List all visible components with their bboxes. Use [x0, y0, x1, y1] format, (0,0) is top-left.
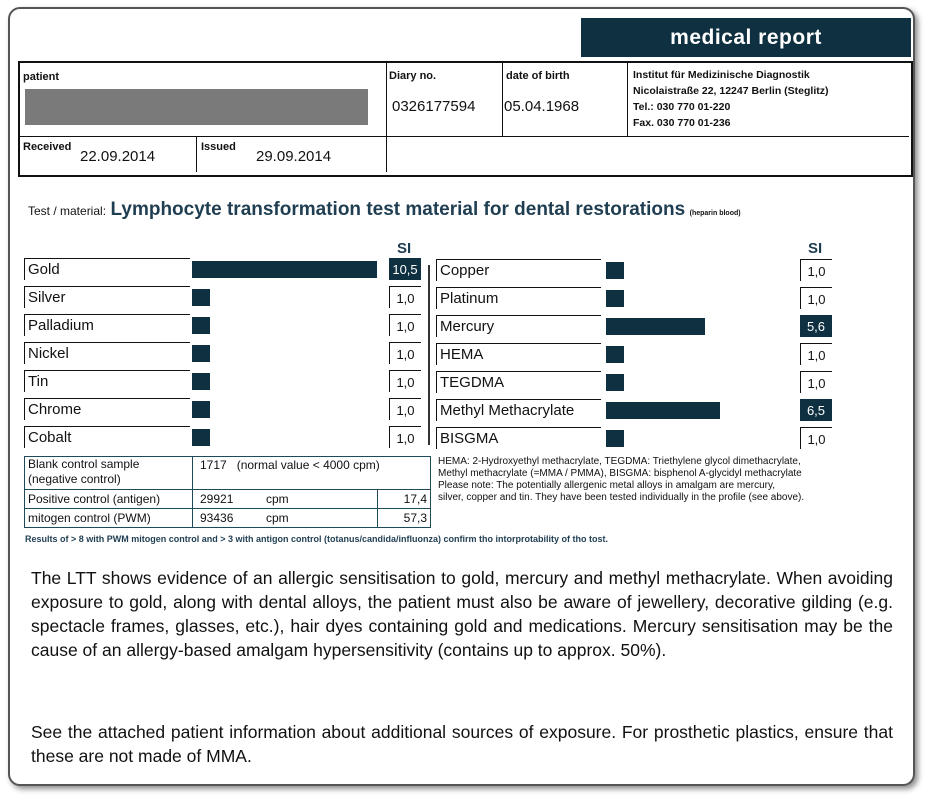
- material-name: Silver: [24, 286, 190, 308]
- si-bar: [192, 429, 210, 446]
- diary-value: 0326177594: [392, 98, 476, 115]
- note-line: Please note: The potentially allergenic metal alloys in amalgam are mercury,: [438, 480, 776, 491]
- column-separator: [428, 265, 430, 445]
- material-name: TEGDMA: [436, 371, 601, 393]
- material-row: [436, 259, 836, 282]
- material-row: [436, 343, 836, 366]
- test-title: Lymphocyte transformation test material for dental restorations: [110, 199, 686, 220]
- material-row: [24, 426, 424, 449]
- material-row: [24, 314, 424, 337]
- si-value: 1,0: [389, 314, 421, 336]
- blank-label: [25, 457, 193, 489]
- issued-value: 29.09.2014: [256, 148, 332, 165]
- note-line: HEMA: 2-Hydroxyethyl methacrylate, TEGDMA: Triethylene glycol dimethacrylate,: [438, 456, 801, 467]
- institute-line: Nicolaistraße 22, 12247 Berlin (Steglitz): [633, 85, 829, 97]
- si-value: 1,0: [389, 426, 421, 448]
- si-value: 10,5: [389, 258, 421, 280]
- mitogen-unit: cpm: [266, 511, 289, 525]
- si-value: 1,0: [389, 286, 421, 308]
- material-name: Cobalt: [24, 426, 190, 448]
- material-row: [436, 371, 836, 394]
- material-row: [24, 398, 424, 421]
- si-value: 5,6: [800, 315, 832, 337]
- patient-label: patient: [23, 71, 60, 83]
- patient-name-redacted: [25, 89, 368, 125]
- header-divider: [19, 136, 909, 137]
- header-divider: [627, 62, 628, 136]
- material-name: Gold: [24, 258, 190, 280]
- received-value: 22.09.2014: [80, 148, 156, 165]
- test-sample: (heparin blood): [689, 210, 741, 217]
- si-bar: [192, 373, 210, 390]
- controls-table: [24, 456, 431, 528]
- issued-label: Issued: [201, 141, 236, 153]
- positive-unit: cpm: [266, 492, 289, 506]
- si-bar: [192, 345, 210, 362]
- si-value: 1,0: [389, 342, 421, 364]
- received-label: Received: [23, 141, 72, 153]
- si-bar: [192, 317, 210, 334]
- si-bar: [606, 346, 624, 363]
- si-header-right: SI: [808, 240, 823, 257]
- material-row: [436, 399, 836, 422]
- si-value: 1,0: [800, 287, 832, 309]
- note-line: silver, copper and tin. They have been tested individually in the profile (see above).: [438, 492, 805, 503]
- si-bar: [606, 430, 624, 447]
- material-name: Nickel: [24, 342, 190, 364]
- mitogen-si: 57,3: [377, 509, 429, 527]
- si-bar: [606, 262, 624, 279]
- si-value: 1,0: [389, 398, 421, 420]
- material-name: Platinum: [436, 287, 601, 309]
- blank-label-line: Blank control sample: [28, 457, 140, 471]
- si-bar: [606, 402, 720, 419]
- material-name: Copper: [436, 259, 601, 281]
- material-name: Mercury: [436, 315, 601, 337]
- si-value: 1,0: [800, 259, 832, 281]
- exposure-paragraph: See the attached patient information about additional sources of exposure. For prosthetic plastics, ensure that these are not made of MMA.: [31, 722, 893, 766]
- header-divider: [502, 62, 503, 136]
- blank-value: 1717 (normal value < 4000 cpm): [200, 458, 380, 472]
- institute-line: Institut für Medizinische Diagnostik: [633, 69, 810, 81]
- positive-label: Positive control (antigen): [25, 490, 193, 508]
- blank-label-line: (negative control): [28, 472, 121, 486]
- material-name: Palladium: [24, 314, 190, 336]
- material-name: Methyl Methacrylate: [436, 399, 601, 421]
- table-row: [25, 490, 430, 509]
- material-row: [436, 315, 836, 338]
- si-bar: [192, 289, 210, 306]
- material-row: [24, 286, 424, 309]
- report-title: medical report: [581, 18, 911, 57]
- si-value: 1,0: [800, 371, 832, 393]
- si-value: 1,0: [800, 343, 832, 365]
- mitogen-label: mitogen control (PWM): [25, 509, 193, 527]
- material-name: HEMA: [436, 343, 601, 365]
- si-header-left: SI: [397, 240, 412, 257]
- interpretation-paragraph: The LTT shows evidence of an allergic sensitisation to gold, mercury and methyl methacrylate. When avoiding exposure to gold, along with dental alloys, the patient must also be aware of jewellery, decorative gilding (e.g. spectacle frames, glasses, etc.), hair dyes containing gold and medications. Mercury sensitisation may be the cause of an allergy-based amalgam hypersensitivity (contains up to approx. 50%).: [31, 568, 893, 660]
- positive-si: 17,4: [377, 490, 429, 508]
- si-bar: [606, 318, 705, 335]
- table-row: [25, 509, 430, 527]
- si-value: 1,0: [800, 427, 832, 449]
- si-bar: [606, 374, 624, 391]
- test-title-line: [28, 199, 741, 221]
- dob-value: 05.04.1968: [504, 98, 580, 115]
- note-line: Methyl methacrylate (=MMA / PMMA), BISGMA: bisphenol A-glycidyl methacrylate: [438, 468, 802, 479]
- si-value: 1,0: [389, 370, 421, 392]
- institute-address: [633, 67, 829, 131]
- material-row: [436, 427, 836, 450]
- diary-label: Diary no.: [389, 70, 437, 82]
- mitogen-value: 93436: [200, 511, 234, 525]
- material-name: Tin: [24, 370, 190, 392]
- material-row: [436, 287, 836, 310]
- si-bar: [606, 290, 624, 307]
- material-row: [24, 342, 424, 365]
- material-name: BISGMA: [436, 427, 601, 449]
- results-note: Results of > 8 with PWM mitogen control and > 3 with antigon control (totanus/candida/influonza) confirm tho intorprotability of tho tost.: [25, 534, 608, 544]
- institute-line: Fax. 030 770 01-236: [633, 117, 731, 129]
- si-value: 6,5: [800, 399, 832, 421]
- institute-line: Tel.: 030 770 01-220: [633, 101, 731, 113]
- material-name: Chrome: [24, 398, 190, 420]
- dob-label: date of birth: [506, 70, 570, 82]
- positive-value: 29921: [200, 492, 234, 506]
- header-divider: [196, 136, 197, 172]
- si-bar: [192, 261, 377, 278]
- table-row: [25, 457, 430, 490]
- si-bar: [192, 401, 210, 418]
- material-row: [24, 370, 424, 393]
- test-label: Test / material:: [28, 204, 107, 218]
- material-row: [24, 258, 424, 281]
- header-divider: [386, 62, 387, 172]
- abbreviation-notes: [438, 456, 908, 504]
